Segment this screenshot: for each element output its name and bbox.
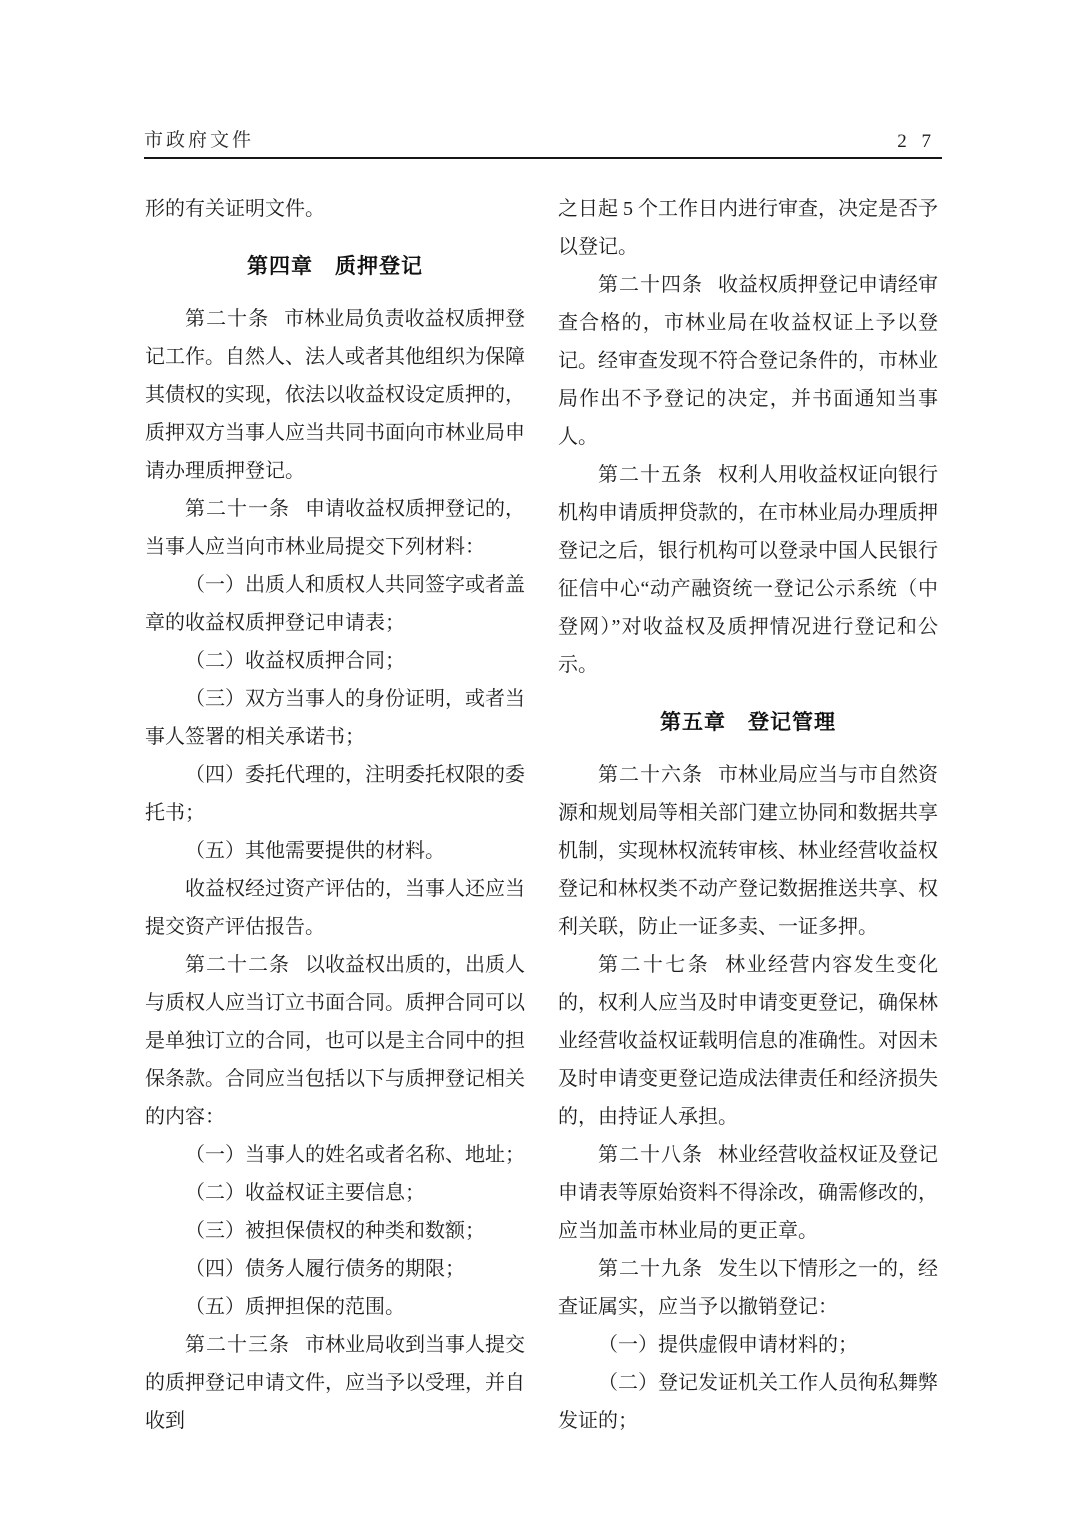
page-number: 2 7 xyxy=(897,131,936,152)
paragraph: （五）质押担保的范围。 xyxy=(185,1296,405,1318)
header-label: 市政府文件 xyxy=(144,130,255,151)
paragraph: （一）出质人和质权人共同签字或者盖章的收益权质押登记申请表； xyxy=(145,574,525,634)
article-paragraph: 第二十一条 申请收益权质押登记的，当事人应当向市林业局提交下列材料： xyxy=(145,498,525,558)
article-number: 第二十条 xyxy=(185,308,270,330)
article-paragraph: 第二十四条 收益权质押登记申请经审查合格的，市林业局在收益权证上予以登记。经审查发现不符合登记条件的，市林业局作出不予登记的决定，并书面通知当事人。 xyxy=(558,274,938,448)
paragraph: （四）委托代理的，注明委托权限的委托书； xyxy=(145,764,525,824)
chapter-heading: 第五章 登记管理 xyxy=(660,711,836,734)
paragraph: （三）双方当事人的身份证明，或者当事人签署的相关承诺书； xyxy=(145,688,525,748)
paragraph: （二）登记发证机关工作人员徇私舞弊发证的； xyxy=(558,1372,938,1432)
paragraph: （三）被担保债权的种类和数额； xyxy=(185,1220,485,1242)
paragraph: （四）债务人履行债务的期限； xyxy=(185,1258,465,1280)
paragraph: 之日起 5 个工作日内进行审查，决定是否予以登记。 xyxy=(558,198,938,258)
article-paragraph: 第二十条 市林业局负责收益权质押登记工作。自然人、法人或者其他组织为保障其债权的实现，依法以收益权设定质押的，质押双方当事人应当共同书面向市林业局申请办理质押登记。 xyxy=(145,308,526,482)
paragraph: （二）收益权质押合同； xyxy=(185,650,405,672)
column-left xyxy=(145,190,525,1440)
chapter-heading: 第四章 质押登记 xyxy=(247,255,423,278)
paragraph: （一）提供虚假申请材料的； xyxy=(598,1334,858,1356)
article-paragraph: 第二十二条 以收益权出质的，出质人与质权人应当订立书面合同。质押合同可以是单独订立的合同，也可以是主合同中的担保条款。合同应当包括以下与质押登记相关的内容： xyxy=(145,954,525,1128)
content xyxy=(145,190,939,1440)
article-paragraph: 第二十三条 市林业局收到当事人提交的质押登记申请文件，应当予以受理，并自收到 xyxy=(145,1334,525,1432)
article-paragraph: 第二十五条 权利人用收益权证向银行机构申请质押贷款的，在市林业局办理质押登记之后，银行机构可以登录中国人民银行征信中心“动产融资统一登记公示系统（中登网）”对收益权及质押情况进行登记和公示。 xyxy=(558,464,938,676)
paragraph: （五）其他需要提供的材料。 xyxy=(185,840,445,862)
article-paragraph: 第二十九条 发生以下情形之一的，经查证属实，应当予以撤销登记： xyxy=(558,1258,938,1318)
article-paragraph: 第二十八条 林业经营收益权证及登记申请表等原始资料不得涂改，确需修改的，应当加盖市林业局的更正章。 xyxy=(558,1144,938,1242)
column-right xyxy=(558,190,938,1440)
page-header xyxy=(144,128,942,159)
article-number: 第二十七条 xyxy=(598,954,711,976)
article-number: 第二十六条 xyxy=(598,764,703,786)
paragraph: （二）收益权证主要信息； xyxy=(185,1182,425,1204)
paragraph: 收益权经过资产评估的，当事人还应当提交资产评估报告。 xyxy=(145,878,525,938)
article-number: 第二十九条 xyxy=(598,1258,703,1280)
paragraph: 形的有关证明文件。 xyxy=(145,198,325,220)
article-number: 第二十五条 xyxy=(598,464,703,486)
article-number: 第二十八条 xyxy=(598,1144,703,1166)
article-number: 第二十四条 xyxy=(598,274,703,296)
article-number: 第二十一条 xyxy=(185,498,290,520)
article-paragraph: 第二十七条 林业经营内容发生变化的，权利人应当及时申请变更登记，确保林业经营收益权证载明信息的准确性。对因未及时申请变更登记造成法律责任和经济损失的，由持证人承担。 xyxy=(558,954,939,1128)
article-number: 第二十三条 xyxy=(185,1334,290,1356)
paragraph: （一）当事人的姓名或者名称、地址； xyxy=(185,1144,525,1166)
article-number: 第二十二条 xyxy=(185,954,290,976)
article-paragraph: 第二十六条 市林业局应当与市自然资源和规划局等相关部门建立协同和数据共享机制，实现林权流转审核、林业经营收益权登记和林权类不动产登记数据推送共享、权利关联，防止一证多卖、一证多押。 xyxy=(558,764,938,938)
